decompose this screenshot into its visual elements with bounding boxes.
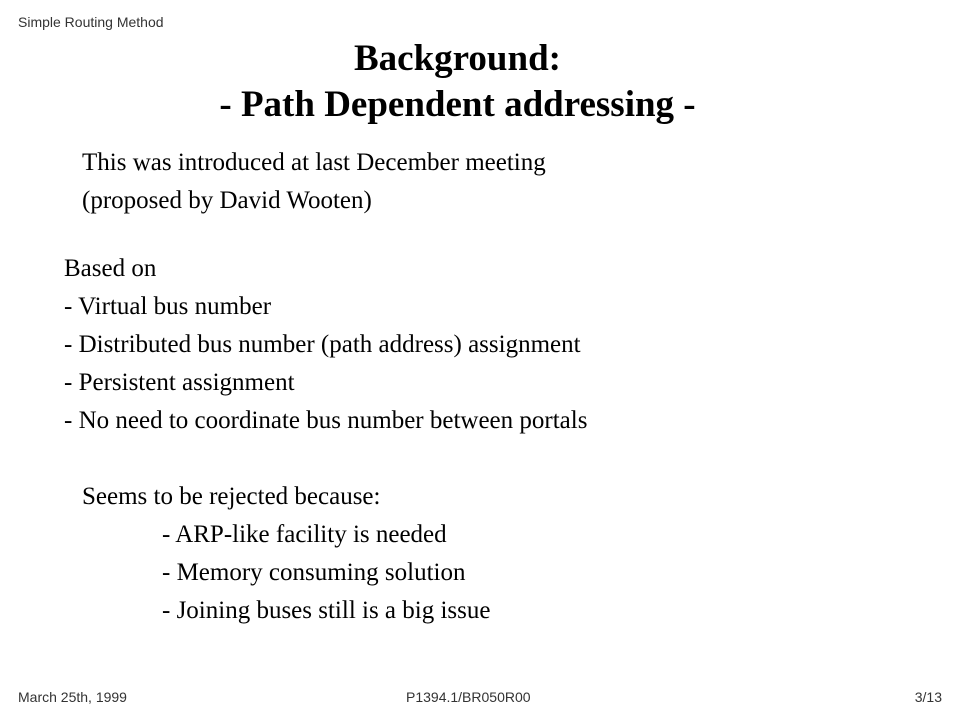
rejection-heading: Seems to be rejected because: bbox=[82, 483, 381, 510]
rejection-list bbox=[82, 478, 490, 630]
basis-list bbox=[64, 250, 587, 440]
basis-item: - Virtual bus number bbox=[64, 293, 272, 320]
basis-item: - Distributed bus number (path address) assignment bbox=[64, 331, 581, 358]
rejection-item: - Joining buses still is a big issue bbox=[162, 597, 491, 624]
footer-page-number: 3/13 bbox=[914, 689, 942, 705]
footer-date: March 25th, 1999 bbox=[18, 689, 127, 705]
title-line-1: Background: bbox=[354, 38, 561, 79]
rejection-item: - ARP-like facility is needed bbox=[162, 521, 447, 548]
rejection-item: - Memory consuming solution bbox=[162, 559, 466, 586]
footer-doc-id: P1394.1/BR050R00 bbox=[406, 689, 531, 705]
intro-line-1: This was introduced at last December meeting bbox=[82, 149, 546, 176]
intro-line-2: (proposed by David Wooten) bbox=[82, 187, 372, 214]
running-header: Simple Routing Method bbox=[18, 14, 164, 30]
intro-text bbox=[82, 144, 546, 220]
basis-heading: Based on bbox=[64, 255, 157, 282]
basis-item: - Persistent assignment bbox=[64, 369, 295, 396]
basis-item: - No need to coordinate bus number between portals bbox=[64, 407, 588, 434]
title-line-2: - Path Dependent addressing - bbox=[219, 84, 696, 125]
slide-title bbox=[0, 36, 915, 128]
